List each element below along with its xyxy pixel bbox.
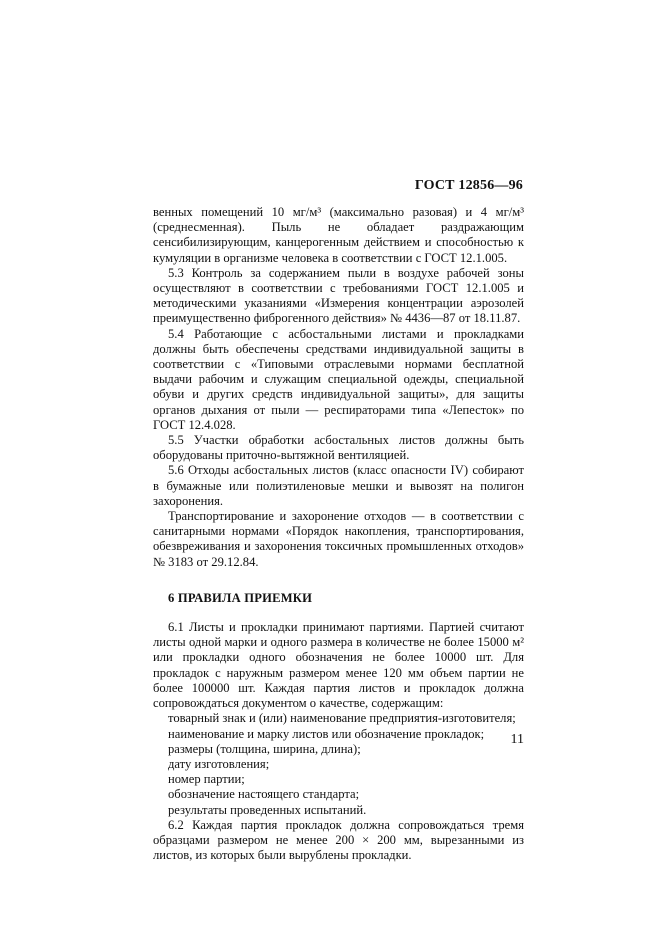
- paragraph-5-5: 5.5 Участки обработки асбостальных листов должны быть оборудованы приточно-вытяжной вентиляцией.: [153, 433, 524, 463]
- document-body: [153, 205, 524, 863]
- paragraph-transportation: Транспортирование и захоронение отходов — в соответствии с санитарными нормами «Порядок накопления, транспортирования, обезвреживания и захоронения токсичных промышленных отходов» № 3183 от 29.12.84.: [153, 509, 524, 569]
- paragraph-5-6: 5.6 Отходы асбостальных листов (класс опасности IV) собирают в бумажные или полиэтиленовые мешки и вывозят на полигон захоронения.: [153, 463, 524, 508]
- page-number: 11: [510, 732, 524, 747]
- paragraph-6-1: 6.1 Листы и прокладки принимают партиями. Партией считают листы одной марки и одного размера в количестве не более 15000 м² или прокладки одного обозначения не более 10000 шт. Для прокладок с наружным размером менее 120 мм объем партии не более 100000 шт. Каждая партия листов и прокладок должна сопровождаться документом о качестве, содержащим:: [153, 620, 524, 711]
- paragraph-5-3: 5.3 Контроль за содержанием пыли в воздухе рабочей зоны осуществляют в соответствии с требованиями ГОСТ 12.1.005 и методическими указаниями «Измерения концентрации аэрозолей преимущественно фиброгенного действия» № 4436—87 от 18.11.87.: [153, 265, 524, 326]
- list-item: дату изготовления;: [168, 756, 270, 771]
- list-item: размеры (толщина, ширина, длина);: [168, 741, 361, 756]
- list-item: номер партии;: [168, 772, 245, 787]
- list-item: наименование и марку листов или обозначение прокладок;: [168, 726, 485, 741]
- paragraph-5-4: 5.4 Работающие с асбостальными листами и прокладками должны быть обеспечены средствами индивидуальной защиты в соответствии с «Типовыми отраслевыми нормами бесплатной выдачи рабочим и служащим специальной одежды, специальной обуви и других средств индивидуальной защиты», для защиты органов дыхания от пыли — респираторами типа «Лепесток» по ГОСТ 12.4.028.: [153, 326, 524, 432]
- quality-document-list: [153, 711, 524, 817]
- standard-header: ГОСТ 12856—96: [414, 178, 523, 193]
- paragraph-continuation: венных помещений 10 мг/м³ (максимально разовая) и 4 мг/м³ (среднесменная). Пыль не обладает раздражающим сенсибилизирующим, канцерогенным действием и способностью к кумуляции в организме человека в соответствии с ГОСТ 12.1.005.: [153, 205, 524, 265]
- list-item: обозначение настоящего стандарта;: [168, 787, 360, 802]
- list-item: товарный знак и (или) наименование предприятия-изготовителя;: [168, 711, 516, 726]
- list-item: результаты проведенных испытаний.: [168, 802, 367, 817]
- section-6-title: 6 ПРАВИЛА ПРИЕМКИ: [168, 590, 313, 605]
- paragraph-6-2: 6.2 Каждая партия прокладок должна сопровождаться тремя образцами размером не менее 200 × 200 мм, вырезанными из листов, из которых были вырублены прокладки.: [153, 817, 524, 863]
